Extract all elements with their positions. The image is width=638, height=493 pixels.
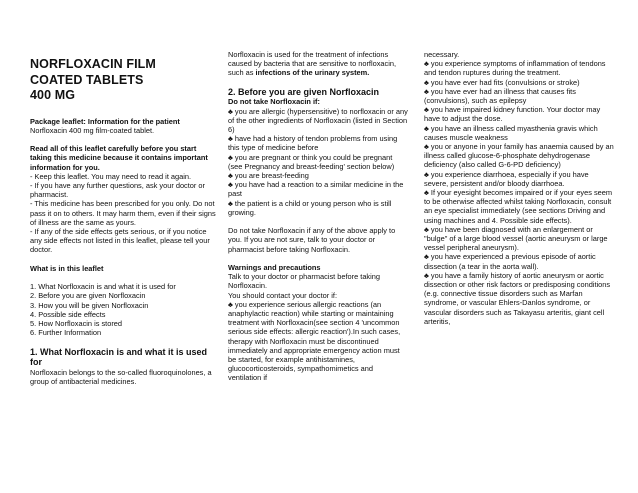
club-bullet-icon: ♣ — [424, 59, 431, 69]
toc-item: 5. How Norfloxacin is stored — [30, 318, 123, 328]
do-not-take-item: ♣ you are breast-feeding — [228, 170, 309, 180]
warnings-item: ♣ you have impaired kidney function. Your doctor may have to adjust the dose. — [424, 105, 601, 124]
do-not-take-item: ♣ you have had a reaction to a similar medicine in the past — [228, 180, 404, 199]
column-2 — [228, 50, 408, 383]
club-bullet-icon: ♣ — [228, 180, 235, 190]
warnings-item: ♣ you experience serious allergic reactions (an anaphylactic reaction) while starting or maintaining treatment with Norfloxacin(see section 4 'uncommon serious side effects: allergic reaction').In such cases, therapy with Norfloxacin must be discontinued immediately and appropriate emergency action must be started, for example antihistamines, glucocorticosteroids, sympathomimetics and ventilation if — [228, 299, 401, 383]
club-bullet-icon: ♣ — [424, 123, 431, 133]
warnings-heading: Warnings and precautions — [228, 262, 321, 272]
do-not-take-heading: Do not take Norfloxacin if: — [228, 97, 320, 107]
warnings-item: ♣ you experience diarrhoea, especially if you have severe, persistent and/or bloody diarrhoea. — [424, 169, 589, 188]
title-line: COATED TABLETS — [30, 72, 144, 87]
club-bullet-icon: ♣ — [424, 188, 431, 198]
club-bullet-icon: ♣ — [424, 224, 431, 234]
document-title — [30, 57, 220, 104]
warnings-item: ♣ you have ever had an illness that causes fits (convulsions), such as epilepsy — [424, 86, 576, 106]
club-bullet-icon: ♣ — [228, 198, 235, 208]
club-bullet-icon: ♣ — [424, 270, 431, 280]
package-leaflet-heading: Package leaflet: Information for the patient — [30, 116, 180, 126]
club-bullet-icon: ♣ — [424, 142, 431, 152]
warnings-item: ♣ you have an illness called myasthenia gravis which causes muscle weakness — [424, 123, 598, 142]
club-bullet-icon: ♣ — [228, 299, 235, 309]
section-2-heading: 2. Before you are given Norfloxacin — [228, 86, 380, 97]
warnings-item: ♣ you have experienced a previous episode of aortic dissection (a tear in the aorta wall). — [424, 252, 596, 271]
warnings-item: ♣ you or anyone in your family has anaemia caused by an illness called glucose-6-phosphate dehydrogenase deficiency (also called G-6-PD deficiency) — [424, 142, 614, 170]
read-item: - Keep this leaflet. You may need to read it again. — [30, 171, 192, 181]
toc-item: 6. Further Information — [30, 328, 102, 338]
club-bullet-icon: ♣ — [228, 106, 235, 116]
club-bullet-icon: ♣ — [424, 105, 431, 115]
do-not-take-item: ♣ you are pregnant or think you could be pregnant (see Pregnancy and breast-feeding' section below) — [228, 152, 395, 171]
section-1-heading: 1. What Norfloxacin is and what it is used for — [30, 346, 208, 368]
continued-text: necessary. — [424, 50, 460, 59]
club-bullet-icon: ♣ — [228, 170, 235, 180]
indication-text — [228, 50, 408, 78]
read-item: - If you have any further questions, ask your doctor or pharmacist. — [30, 180, 206, 200]
toc-item: 2. Before you are given Norfloxacin — [30, 291, 146, 301]
title-line: 400 MG — [30, 88, 76, 102]
warnings-item: ♣ you have a family history of aortic aneurysm or aortic dissection or other risk factors or predisposing conditions (e.g. connective tissue disorders such as Marfan syndrome, or vascular Ehlers-Danlos syndrome, or vascular disorders such as Takayasu arteritis, giant cell arteritis, — [424, 270, 611, 326]
warnings-item: ♣ you have been diagnosed with an enlargement or "bulge" of a large blood vessel (aortic aneurysm or large vessel peripheral aneurysm). — [424, 224, 608, 253]
read-item: - If any of the side effects gets serious, or if you notice any side effects not listed in this leaflet, please tell your doctor. — [30, 226, 210, 255]
toc-item: 4. Possible side effects — [30, 309, 106, 319]
toc-item: 1. What Norfloxacin is and what it is used for — [30, 282, 176, 292]
club-bullet-icon: ♣ — [424, 86, 431, 96]
indication-plain: Norfloxacin is used for the treatment of infections caused by bacteria that are sensitive to norfloxacin, such as — [228, 50, 397, 78]
club-bullet-icon: ♣ — [424, 252, 431, 262]
warnings-item: ♣ you experience symptoms of inflammation of tendons and tendon ruptures during the treatment. — [424, 59, 606, 78]
warnings-text: You should contact your doctor if: — [228, 290, 338, 300]
club-bullet-icon: ♣ — [424, 169, 431, 179]
do-not-take-item: ♣ the patient is a child or young person who is still growing. — [228, 198, 392, 217]
club-bullet-icon: ♣ — [228, 152, 235, 162]
title-line: NORFLOXACIN FILM — [30, 57, 156, 71]
column-3 — [424, 50, 614, 326]
do-not-take-note: Do not take Norfloxacin if any of the above apply to you. If you are not sure, talk to your doctor or pharmacist before taking Norfloxacin. — [228, 226, 396, 254]
toc-item: 3. How you will be given Norfloxacin — [30, 300, 149, 310]
club-bullet-icon: ♣ — [424, 77, 431, 87]
contents-heading: What is in this leaflet — [30, 263, 104, 273]
warnings-item: ♣ you have ever had fits (convulsions or stroke) — [424, 77, 580, 87]
do-not-take-item: ♣ have had a history of tendon problems from using this type of medicine before — [228, 134, 398, 153]
read-leaflet-heading: Read all of this leaflet carefully before you start taking this medicine because it contains important information for you. — [30, 144, 208, 172]
section-1-text: Norfloxacin belongs to the so-called fluoroquinolones, a group of antibacterial medicines. — [30, 367, 212, 386]
package-leaflet-text: Norfloxacin 400 mg film-coated tablet. — [30, 125, 155, 135]
do-not-take-item: ♣ you are allergic (hypersensitive) to norfloxacin or any of the other ingredients of Norfloxacin (listed in Section 6) — [228, 106, 408, 134]
club-bullet-icon: ♣ — [228, 134, 235, 144]
warnings-item: ♣ If your eyesight becomes impaired or if your eyes seem to be otherwise affected whilst taking Norfloxacin, consult an eye specialist immediately (see sections Driving and using machines and 4. Possible side effects). — [424, 188, 613, 225]
column-1 — [30, 50, 220, 386]
read-item: - This medicine has been prescribed for you only. Do not pass it on to others. It may harm them, even if their signs of illness are the same as yours. — [30, 199, 216, 227]
warnings-text: Talk to your doctor or pharmacist before taking Norfloxacin. — [228, 272, 380, 291]
indication-bold: infections of the urinary system. — [255, 68, 370, 78]
